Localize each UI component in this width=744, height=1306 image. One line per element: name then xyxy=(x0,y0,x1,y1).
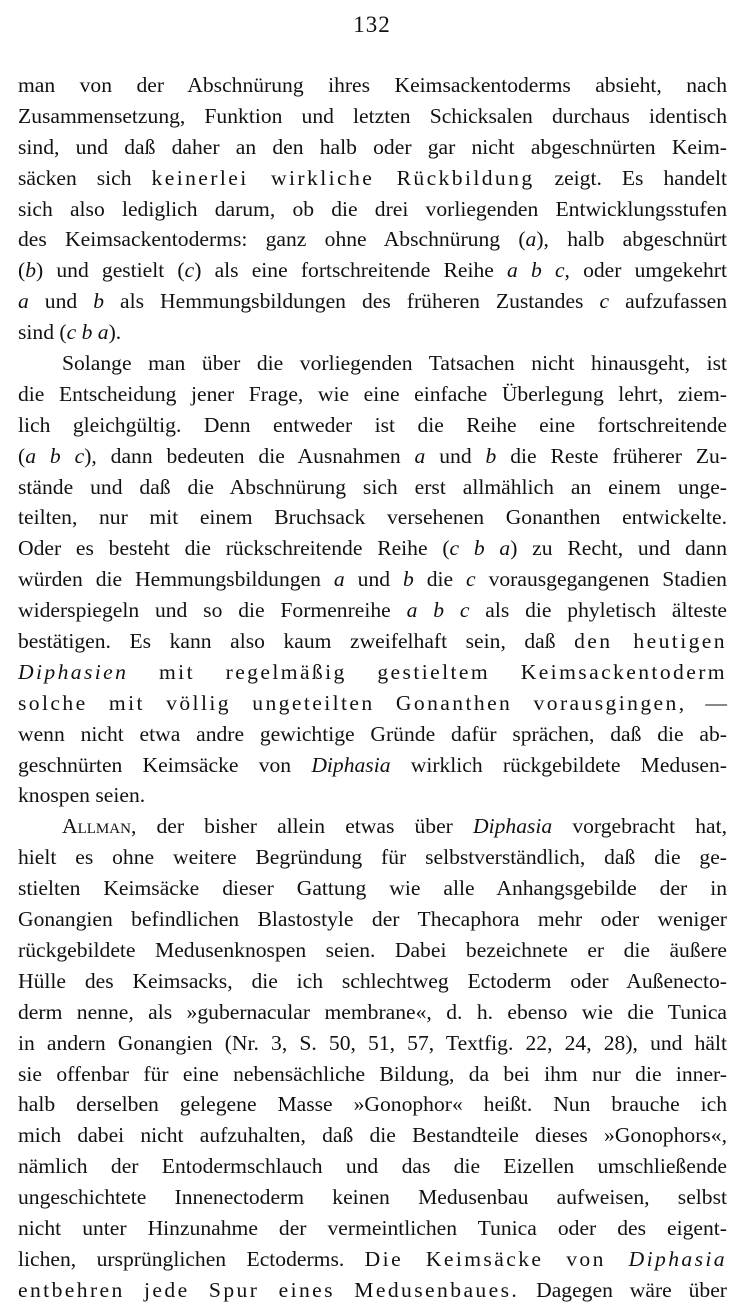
text-segment: entbehren jede Spur eines Medusenbaues. xyxy=(18,1277,520,1302)
text-line xyxy=(18,317,727,348)
text-segment: den heutigen xyxy=(574,629,727,654)
text-segment: vorgebracht hat, xyxy=(552,814,727,839)
text-line xyxy=(18,533,727,564)
text-segment: geschnürten Keimsäcke von xyxy=(18,752,312,777)
text-segment: b xyxy=(93,289,105,314)
text-segment: teilten, nur mit einem Bruchsack versehenen Gonanthen entwickelte. xyxy=(18,505,727,530)
text-segment: c xyxy=(599,289,610,314)
text-segment: Diphasia xyxy=(473,814,553,839)
text-segment: des Keimsackentoderms: ganz ohne Abschnürung ( xyxy=(18,227,526,252)
text-line xyxy=(18,1059,727,1090)
text-line xyxy=(18,1120,727,1151)
text-segment: a xyxy=(18,289,29,314)
text-line xyxy=(18,348,727,379)
text-segment: säcken sich xyxy=(18,165,152,190)
text-line xyxy=(18,194,727,225)
text-segment: Diphasia xyxy=(311,752,391,777)
text-segment: knospen seien. xyxy=(18,783,146,808)
text-segment: a xyxy=(414,443,426,468)
text-line xyxy=(18,719,727,750)
text-segment: stielten Keimsäcke dieser Gattung wie alle Anhangsgebilde der in xyxy=(18,876,727,901)
text-line xyxy=(18,410,727,441)
text-segment: a xyxy=(525,227,537,252)
text-line xyxy=(18,1244,727,1275)
text-line xyxy=(18,286,727,317)
text-segment: und xyxy=(344,567,403,592)
text-segment: wirklich rückgebildete Medusen- xyxy=(390,752,727,777)
text-line xyxy=(18,224,727,255)
text-segment: Die Keimsäcke von xyxy=(364,1246,629,1271)
text-segment: rückgebildete Medusenknospen seien. Dabei bezeichnete er die äußere xyxy=(18,937,727,962)
text-segment: Solange man über die vorliegenden Tatsachen nicht hinausgeht, ist xyxy=(62,351,727,376)
text-segment: derm nenne, als »gubernacular membrane«, d. h. ebenso wie die Tunica xyxy=(18,999,727,1024)
text-line xyxy=(18,997,727,1028)
text-segment: als die phyletisch älteste xyxy=(469,598,728,623)
text-line xyxy=(18,1028,727,1059)
text-line xyxy=(18,472,727,503)
text-segment: mich dabei nicht aufzuhalten, daß die Bestandteile dieses »Gonophors«, xyxy=(18,1123,727,1148)
text-line xyxy=(18,842,727,873)
text-line xyxy=(18,1089,727,1120)
text-line xyxy=(18,70,727,101)
text-segment: keinerlei wirkliche Rückbildung xyxy=(151,165,535,190)
text-line xyxy=(18,780,727,811)
text-segment: aufzufassen xyxy=(609,289,728,314)
text-segment: ) zu Recht, und dann xyxy=(510,536,727,561)
text-segment: als Hemmungsbildungen des früheren Zustandes xyxy=(104,289,600,314)
text-segment: Diphasien xyxy=(18,659,129,684)
text-segment: Allman xyxy=(62,814,131,839)
text-segment: lich gleichgültig. Denn entweder ist die Reihe eine fortschreitende xyxy=(18,412,727,437)
text-segment: c b a xyxy=(66,320,109,345)
text-line xyxy=(18,657,727,688)
text-segment: in andern Gonangien (Nr. 3, S. 50, 51, 57, Textfig. 22, 24, 28), und hält xyxy=(18,1030,727,1055)
text-segment: ) als eine fortschreitende Reihe xyxy=(194,258,508,283)
text-segment: lichen, ursprünglichen Ectoderms. xyxy=(18,1246,365,1271)
text-line xyxy=(18,441,727,472)
text-line xyxy=(18,873,727,904)
text-segment: , oder umgekehrt xyxy=(564,258,727,283)
text-line xyxy=(18,163,727,194)
text-segment: c b a xyxy=(449,536,511,561)
text-line xyxy=(18,595,727,626)
text-line xyxy=(18,1213,727,1244)
text-segment: man von der Abschnürung ihres Keimsackentoderms absieht, nach xyxy=(18,73,727,97)
text-segment: c xyxy=(466,567,476,592)
text-segment: ungeschichtete Innenectoderm keinen Medusenbau aufweisen, selbst xyxy=(18,1185,727,1210)
text-segment: und xyxy=(28,289,94,314)
text-line xyxy=(18,502,727,533)
text-line xyxy=(18,750,727,781)
text-segment: stände und daß die Abschnürung sich erst allmählich an einem unge- xyxy=(18,474,727,499)
text-segment: halb derselben gelegene Masse »Gonophor« heißt. Nun brauche ich xyxy=(18,1092,727,1117)
text-segment: a b c xyxy=(406,598,470,623)
text-line xyxy=(18,1182,727,1213)
text-segment: die Reste früherer Zu- xyxy=(496,443,728,468)
text-segment: ), halb abgeschnürt xyxy=(536,227,727,252)
text-segment: und xyxy=(425,443,486,468)
text-segment: sind ( xyxy=(18,320,67,345)
text-segment: nämlich der Entodermschlauch und das die Eizellen umschließende xyxy=(18,1154,727,1179)
text-line xyxy=(18,1275,727,1306)
text-segment: nicht unter Hinzunahme der vermeintlichen Tunica oder des eigent- xyxy=(18,1215,727,1240)
text-line xyxy=(18,1151,727,1182)
text-line xyxy=(18,811,727,842)
text-segment: b xyxy=(402,567,414,592)
text-segment: die Entscheidung jener Frage, wie eine einfache Überlegung lehrt, ziem- xyxy=(18,381,727,406)
text-segment: sind, und daß daher an den halb oder gar nicht abgeschnürten Keim- xyxy=(18,134,727,159)
text-segment: a b c xyxy=(25,443,85,468)
text-segment: widerspiegeln und so die Formenreihe xyxy=(18,598,407,623)
text-line xyxy=(18,626,727,657)
text-segment: die xyxy=(413,567,467,592)
text-segment: mit regelmäßig gestieltem Keimsackentoderm xyxy=(128,659,727,684)
text-segment: b xyxy=(25,258,36,283)
text-segment: bestätigen. Es kann also kaum zweifelhaft sein, daß xyxy=(18,629,575,654)
text-segment: Dagegen wäre über xyxy=(519,1277,727,1302)
text-segment: hielt es ohne weitere Begründung für selbstverständlich, daß die ge- xyxy=(18,845,727,870)
text-line xyxy=(18,379,727,410)
text-segment: ). xyxy=(108,320,122,345)
text-line xyxy=(18,904,727,935)
text-segment: Gonangien befindlichen Blastostyle der Thecaphora mehr oder weniger xyxy=(18,907,727,932)
text-segment: solche mit völlig ungeteilten Gonanthen vorausgingen, xyxy=(18,690,687,715)
text-segment: b xyxy=(485,443,497,468)
text-segment: sie offenbar für eine nebensächliche Bildung, da bei ihm nur die inner- xyxy=(18,1061,727,1086)
text-line xyxy=(18,966,727,997)
body-text xyxy=(18,70,727,1306)
text-line xyxy=(18,255,727,286)
text-segment: — xyxy=(686,690,727,715)
text-line xyxy=(18,688,727,719)
text-segment: a xyxy=(333,567,345,592)
text-segment: c xyxy=(184,258,195,283)
text-segment: ), dann bedeuten die Ausnahmen xyxy=(84,443,415,468)
text-line xyxy=(18,101,727,132)
page-number: 132 xyxy=(353,12,391,37)
text-line xyxy=(18,564,727,595)
text-segment: sich also lediglich darum, ob die drei vorliegenden Entwicklungsstufen xyxy=(18,196,727,221)
text-segment: vorausgegangenen Stadien xyxy=(475,567,727,592)
text-segment: würden die Hemmungsbildungen xyxy=(18,567,334,592)
text-segment: Diphasia xyxy=(628,1246,727,1271)
text-line xyxy=(18,132,727,163)
text-segment: Oder es besteht die rückschreitende Reihe ( xyxy=(18,536,450,561)
text-segment: ( xyxy=(18,258,26,283)
text-segment: wenn nicht etwa andre gewichtige Gründe dafür sprächen, daß die ab- xyxy=(18,721,727,746)
text-line xyxy=(18,935,727,966)
text-segment: Zusammensetzung, Funktion und letzten Schicksalen durchaus identisch xyxy=(18,103,727,128)
text-segment: a b c xyxy=(507,258,565,283)
text-segment: ) und gestielt ( xyxy=(36,258,185,283)
text-segment: , der bisher allein etwas über xyxy=(130,814,474,839)
text-segment: ( xyxy=(18,443,26,468)
text-segment: zeigt. Es handelt xyxy=(534,165,727,190)
text-segment: Hülle des Keimsacks, die ich schlechtweg Ectoderm oder Außenecto- xyxy=(18,968,727,993)
